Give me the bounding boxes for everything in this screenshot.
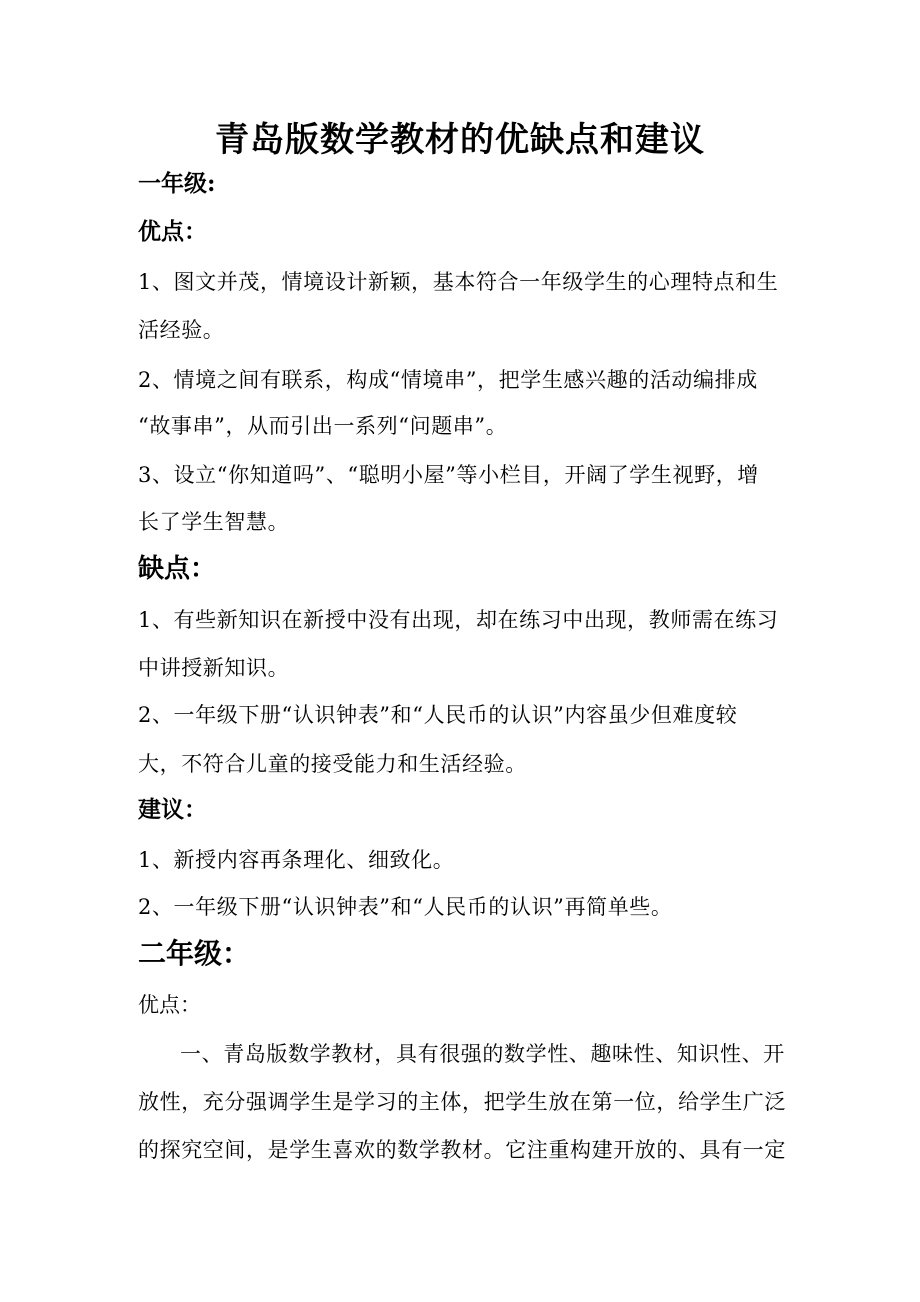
grade2-pros-heading: 优点： (138, 993, 201, 1017)
grade1-suggestions-line-2: 2、一年级下册“认识钟表”和“人民币的认识”再简单些。 (138, 895, 673, 919)
document-title: 青岛版数学教材的优缺点和建议 (215, 120, 705, 160)
grade1-pros-line-4: “故事串”，从而引出一系列“问题串”。 (138, 414, 508, 438)
grade1-cons-line-4: 大，不符合儿童的接受能力和生活经验。 (138, 752, 527, 776)
grade1-pros-line-2: 活经验。 (138, 318, 225, 342)
grade2-pros-line-3: 的探究空间，是学生喜欢的数学教材。它注重构建开放的、具有一定 (138, 1138, 786, 1162)
grade1-pros-line-3: 2、情境之间有联系，构成“情境串”，把学生感兴趣的活动编排成 (138, 368, 758, 392)
grade1-suggestions-heading: 建议： (138, 796, 207, 823)
grade1-heading: 一年级: (138, 170, 216, 197)
grade1-cons-heading: 缺点： (138, 554, 217, 584)
grade2-pros-line-2: 放性，充分强调学生是学习的主体，把学生放在第一位，给学生广泛 (138, 1090, 786, 1114)
grade2-heading: 二年级： (138, 937, 251, 970)
grade1-cons-line-3: 2、一年级下册“认识钟表”和“人民币的认识”内容虽少但难度较 (138, 703, 738, 727)
grade1-pros-heading: 优点： (138, 218, 207, 245)
grade1-suggestions-line-1: 1、新授内容再条理化、细致化。 (138, 848, 455, 872)
grade1-pros-line-6: 长了学生智慧。 (138, 510, 290, 534)
grade1-cons-line-2: 中讲授新知识。 (138, 656, 290, 680)
grade2-pros-line-1: 一、青岛版数学教材，具有很强的数学性、趣味性、知识性、开 (180, 1042, 785, 1066)
grade1-cons-line-1: 1、有些新知识在新授中没有出现，却在练习中出现，教师需在练习 (138, 608, 779, 632)
grade1-pros-line-1: 1、图文并茂，情境设计新颖，基本符合一年级学生的心理特点和生 (138, 270, 779, 294)
grade1-pros-line-5: 3、设立“你知道吗”、“聪明小屋”等小栏目，开阔了学生视野，增 (138, 463, 759, 487)
